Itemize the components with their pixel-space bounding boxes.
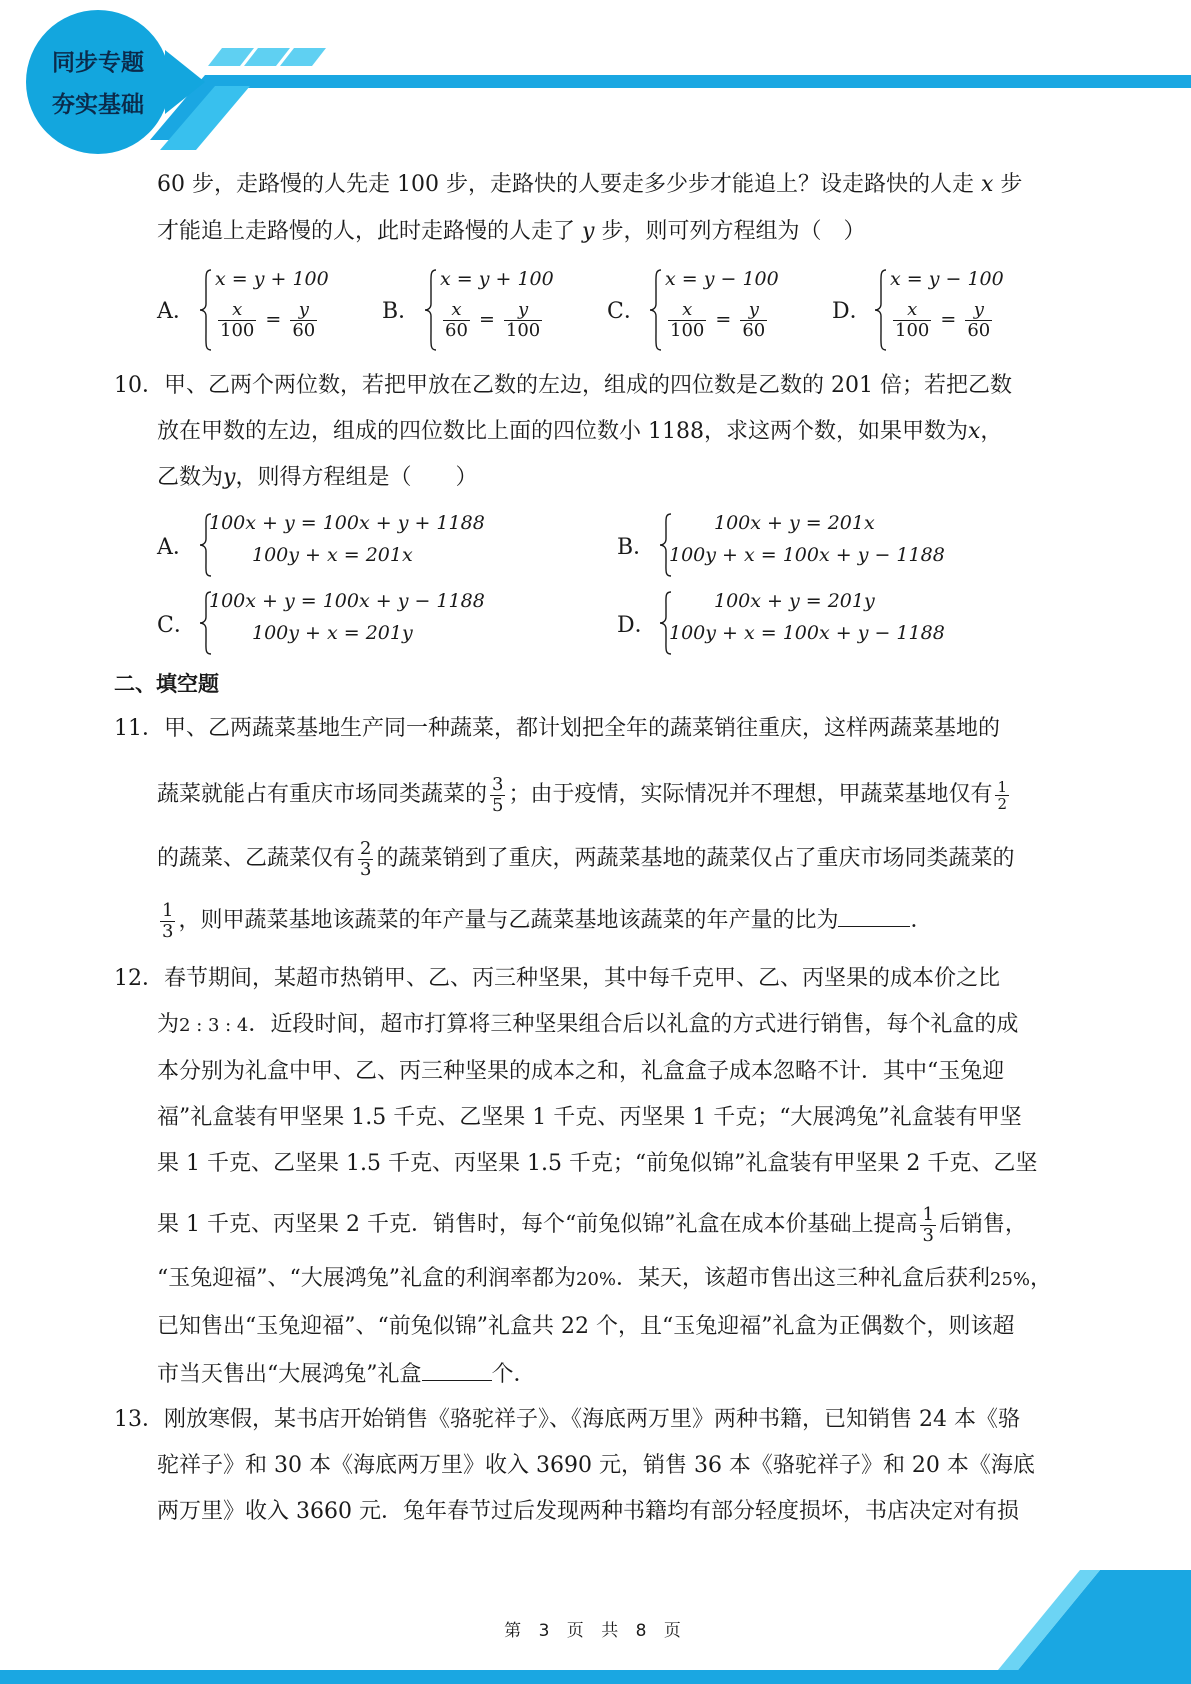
q12-text: 个．: [491, 1362, 536, 1387]
footer-bar: [0, 1670, 1191, 1684]
section-title: 二、填空题: [114, 672, 219, 696]
option-label: D．: [832, 299, 872, 324]
frac-num: x: [682, 299, 693, 320]
question-number: 13．: [114, 1407, 164, 1432]
q10-text: 乙数为: [157, 465, 224, 490]
q9-options: [157, 268, 1057, 353]
answer-blank[interactable]: [422, 1358, 492, 1381]
frac-den: 2: [997, 794, 1008, 813]
option-label: C．: [157, 613, 196, 638]
q11-text: 甲、乙两蔬菜基地生产同一种蔬菜，都计划把全年的蔬菜销往重庆，这样两蔬菜基地的: [164, 716, 1001, 741]
q12-text: 为: [157, 1012, 180, 1037]
frac-den: 60: [292, 320, 316, 341]
option-label: B．: [617, 535, 656, 560]
q12-line-9: [157, 1358, 536, 1390]
frac-num: 1: [162, 899, 174, 921]
q9-text: 60 步，走路慢的人先走 100 步，走路快的人要走多少步才能追上？设走路快的人走: [157, 172, 974, 197]
q12-line-6: [157, 1202, 1027, 1248]
q11-line-3: [157, 836, 1014, 882]
q11-line-1: [114, 714, 1000, 744]
page-number: 第 3 页 共 8 页: [504, 1621, 687, 1641]
equation-1: 100x + y = 201y: [714, 590, 875, 612]
frac-num: y: [518, 299, 529, 320]
q9-line-1: [157, 170, 1022, 200]
q12-ratio: 2 : 3 : 4: [179, 1015, 249, 1036]
q9-var-y: y: [582, 219, 595, 244]
frac-num: y: [973, 299, 984, 320]
option-label: A．: [157, 299, 195, 324]
frac-den: 60: [742, 320, 766, 341]
badge-line-1: 同步专题: [52, 50, 144, 76]
frac-den: 60: [967, 320, 991, 341]
q11-line-2: [157, 772, 1012, 818]
q13-text: 刚放寒假，某书店开始销售《骆驼祥子》、《海底两万里》两种书籍，已知销售 24 本《骆: [164, 1407, 1020, 1432]
frac-den: 3: [360, 858, 372, 880]
option-label: B．: [382, 299, 421, 324]
frac-num: y: [298, 299, 309, 320]
equation-1: x = y + 100: [215, 268, 329, 290]
frac-num: x: [232, 299, 243, 320]
q10-var-y: y: [223, 465, 236, 490]
equation-2: $\frac{x}{100}$ = $\frac{y}{60}$: [220, 299, 316, 341]
q12-text: ，: [1030, 1266, 1053, 1291]
brace-icon: [874, 268, 888, 352]
q11-text: 蔬菜就能占有重庆市场同类蔬菜的: [157, 782, 488, 807]
q13-line-1: [114, 1405, 1020, 1435]
q9-text: 才能追上走路慢的人，此时走路慢的人走了: [157, 219, 576, 244]
frac-num: x: [451, 299, 462, 320]
q12-line-4: 福”礼盒装有甲坚果 1.5 千克、乙坚果 1 千克、丙坚果 1 千克；“大展鸿兔”礼盒装有甲坚: [157, 1105, 1022, 1130]
q10-text: 放在甲数的左边，组成的四位数比上面的四位数小 1188，求这两个数，如果甲数为: [157, 419, 968, 444]
equation-1: x = y − 100: [890, 268, 1004, 290]
option-label: D．: [617, 613, 657, 638]
frac-den: 5: [492, 794, 504, 816]
equation-2: $\frac{x}{100}$ = $\frac{y}{60}$: [670, 299, 766, 341]
header-stripe: [150, 75, 1191, 140]
q12-text: 后销售，: [938, 1212, 1027, 1237]
q10-line-1: [114, 371, 1012, 401]
q12-line-5: 果 1 千克、乙坚果 1.5 千克、丙坚果 1.5 千克；“前兔似锦”礼盒装有甲坚果 2 千克、乙坚: [157, 1151, 1038, 1176]
q13-line-2: 驼祥子》和 30 本《海底两万里》收入 3690 元，销售 36 本《骆驼祥子》和 20 本《海底: [157, 1453, 1035, 1478]
q9-var-x: x: [980, 172, 994, 197]
header-banner: [0, 0, 1191, 160]
equation-1: 100x + y = 201x: [714, 512, 875, 534]
q11-text: ．: [910, 908, 933, 933]
frac-den: 60: [445, 320, 468, 341]
frac-num: 3: [492, 773, 504, 795]
frac-num: 2: [360, 837, 372, 859]
q9-text: 步，则可列方程组为（ ）: [601, 219, 866, 244]
brace-icon: [199, 268, 213, 352]
q12-text: 果 1 千克、丙坚果 2 千克．销售时，每个“前兔似锦”礼盒在成本价基础上提高: [157, 1212, 918, 1237]
equation-2: 100y + x = 100x + y − 1188: [669, 544, 945, 566]
q12-text: “玉兔迎福”、“大展鸿兔”礼盒的利润率都为: [157, 1266, 576, 1291]
q12-text: ．某天，该超市售出这三种礼盒后获利: [616, 1266, 991, 1291]
question-number: 10．: [114, 373, 164, 398]
q9-text: 步: [1000, 172, 1023, 197]
q12-text: ．近段时间，超市打算将三种坚果组合后以礼盒的方式进行销售，每个礼盒的成: [248, 1012, 1019, 1037]
q10-text: 甲、乙两个两位数，若把甲放在乙数的左边，组成的四位数是乙数的 201 倍；若把乙数: [164, 373, 1012, 398]
q12-line-2: [157, 1010, 1018, 1041]
q10-text: ，则得方程组是（ ）: [235, 465, 478, 490]
q12-line-7: [157, 1264, 1052, 1295]
q9-line-2: [157, 217, 865, 247]
q11-text: 的蔬菜销到了重庆，两蔬菜基地的蔬菜仅占了重庆市场同类蔬菜的: [376, 846, 1015, 871]
header-badge: [26, 42, 170, 126]
question-number: 11．: [114, 716, 164, 741]
q11-line-4: [157, 898, 932, 944]
question-number: 12．: [114, 966, 164, 991]
option-label: C．: [607, 299, 646, 324]
q10-line-3: [157, 463, 477, 493]
badge-line-2: 夯实基础: [52, 92, 144, 118]
frac-den: 100: [670, 320, 705, 341]
equation-1: x = y − 100: [665, 268, 779, 290]
equation-2: 100y + x = 100x + y − 1188: [669, 622, 945, 644]
brace-icon: [649, 268, 663, 352]
option-label: A．: [157, 535, 195, 560]
frac-den: 3: [922, 1224, 934, 1246]
frac-den: 3: [162, 920, 174, 942]
frac-num: 1: [922, 1203, 934, 1225]
frac-num: 1: [997, 777, 1008, 796]
frac-den: 100: [895, 320, 930, 341]
answer-blank[interactable]: [838, 904, 910, 927]
q12-percent-2: 25%: [990, 1269, 1031, 1290]
q11-text: ；由于疫情，实际情况并不理想，甲蔬菜基地仅有: [508, 782, 993, 807]
q12-text: 市当天售出“大展鸿兔”礼盒: [157, 1362, 422, 1387]
q10-line-2: [157, 417, 1002, 447]
q10-var-x: x: [967, 419, 981, 444]
q12-line-8: 已知售出“玉兔迎福”、“前兔似锦”礼盒共 22 个，且“玉兔迎福”礼盒为正偶数个，则该超: [157, 1314, 1015, 1339]
q11-text: ，则甲蔬菜基地该蔬菜的年产量与乙蔬菜基地该蔬菜的年产量的比为: [178, 908, 839, 933]
equation-1: x = y + 100: [440, 268, 554, 290]
q12-line-1: [114, 964, 1000, 994]
equation-2: $\frac{x}{100}$ = $\frac{y}{60}$: [895, 299, 991, 341]
frac-den: 100: [505, 320, 541, 341]
q10-text: ，: [980, 419, 1003, 444]
brace-icon: [424, 268, 438, 352]
q12-percent-1: 20%: [576, 1269, 617, 1290]
frac-den: 100: [220, 320, 255, 341]
equation-2: $\frac{x}{60}$ = $\frac{y}{100}$: [445, 299, 541, 341]
equation-2: 100y + x = 201y: [252, 622, 413, 644]
frac-num: x: [907, 299, 918, 320]
equation-2: 100y + x = 201x: [252, 544, 413, 566]
frac-num: y: [748, 299, 759, 320]
q12-text: 春节期间，某超市热销甲、乙、丙三种坚果，其中每千克甲、乙、丙坚果的成本价之比: [164, 966, 1001, 991]
q13-line-3: 两万里》收入 3660 元．兔年春节过后发现两种书籍均有部分轻度损坏，书店决定对有损: [157, 1499, 1019, 1524]
equation-1: 100x + y = 100x + y − 1188: [209, 590, 485, 612]
q11-text: 的蔬菜、乙蔬菜仅有: [157, 846, 356, 871]
equation-1: 100x + y = 100x + y + 1188: [209, 512, 485, 534]
q12-line-3: 本分别为礼盒中甲、乙、丙三种坚果的成本之和，礼盒盒子成本忽略不计．其中“玉兔迎: [157, 1059, 1005, 1084]
